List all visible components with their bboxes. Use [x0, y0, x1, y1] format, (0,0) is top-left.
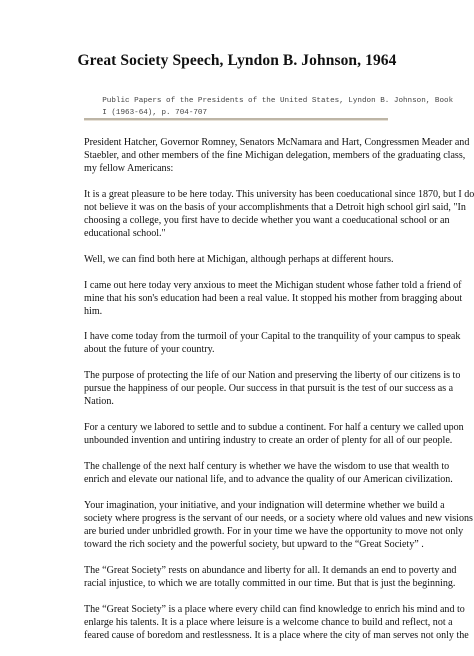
paragraph-line: President Hatcher, Governor Romney, Senators McNamara and Hart, Congressmen Meader and [84, 137, 470, 148]
speech-paragraph [84, 603, 469, 643]
speech-paragraph [84, 279, 463, 319]
speech-paragraph [84, 254, 404, 267]
paragraph-line: unbounded invention and untiring industry to create an order of plenty for all of our people. [84, 435, 453, 447]
source-line: I (1963-64), p. 704-707 [102, 109, 208, 117]
paragraph-line: The purpose of protecting the life of our Nation and preserving the liberty of our citizens is to [84, 370, 461, 382]
paragraph-line: toward the rich society and the powerful society, but upward to the “Great Society” . [84, 538, 424, 550]
paragraph-line: him. [84, 305, 103, 317]
document-title: Great Society Speech, Lyndon B. Johnson, 1964 [77, 52, 397, 69]
paragraph-line: pursue the happiness of our people. Our success in that pursuit is the test of our success as a [84, 383, 454, 395]
speech-paragraph [84, 422, 464, 448]
paragraph-line: feared cause of boredom and restlessness. It is a place where the city of man serves not only the [84, 629, 469, 641]
paragraph-line: choosing a college, you first have to decide whether you want a coeducational school or an [84, 214, 450, 226]
paragraph-line: my fellow Americans: [84, 162, 174, 174]
speech-paragraph [84, 461, 453, 487]
paragraph-line: about the future of your country. [84, 344, 215, 356]
paragraph-line: not believe it was on the basis of your accomplishments that a Detroit high school girl said, "In [84, 201, 466, 213]
paragraph-line: Staebler, and other members of the fine Michigan delegation, members of the graduating class, [84, 149, 466, 161]
source-line: Public Papers of the Presidents of the United States, Lyndon B. Johnson, Book [102, 96, 454, 105]
speech-paragraph [84, 188, 474, 241]
paragraph-line: mine that his son's education had been a real value. It stopped his mother from bragging about [84, 292, 463, 304]
speech-paragraph [84, 564, 457, 591]
speech-paragraph [84, 500, 473, 552]
speech-paragraph [84, 331, 461, 357]
paragraph-line: Your imagination, your initiative, and your indignation will determine whether we build a [84, 500, 445, 512]
paragraph-line: society where progress is the servant of our needs, or a society where old values and new visions [84, 513, 473, 525]
paragraph-line: enlarge his talents. It is a place where leisure is a welcome chance to build and reflect, not a [84, 616, 453, 628]
speech-paragraph [84, 137, 470, 176]
paragraph-line: It is a great pleasure to be here today. This university has been coeducational since 1870, but I do [84, 188, 474, 200]
paragraph-line: For a century we labored to settle and to subdue a continent. For half a century we called upon [84, 422, 464, 434]
paragraph-line: I came out here today very anxious to meet the Michigan student whose father told a friend of [84, 279, 462, 291]
paragraph-line: enrich and elevate our national life, and to advance the quality of our American civilization. [84, 474, 453, 486]
speech-body [84, 137, 474, 656]
paragraph-line: The “Great Society” is a place where every child can find knowledge to enrich his mind and to [84, 603, 465, 615]
paragraph-line: educational school." [84, 227, 166, 239]
paragraph-line: The challenge of the next half century is whether we have the wisdom to use that wealth to [84, 461, 450, 473]
paragraph-line: are buried under unbridled growth. For in your time we have the opportunity to move not only [84, 525, 464, 537]
paragraph-line: racial injustice, to which we are totally committed in our time. But that is just the beginning. [84, 577, 456, 589]
source-citation [84, 82, 454, 132]
paragraph-line: I have come today from the turmoil of your Capital to the tranquility of your campus to speak [84, 331, 461, 343]
paragraph-line: Well, we can find both here at Michigan, although perhaps at different hours. [84, 253, 394, 265]
paragraph-line: The “Great Society” rests on abundance and liberty for all. It demands an end to poverty and [84, 564, 457, 576]
paragraph-line: Nation. [84, 396, 114, 408]
speech-paragraph [84, 370, 461, 409]
horizontal-rule [84, 118, 388, 121]
